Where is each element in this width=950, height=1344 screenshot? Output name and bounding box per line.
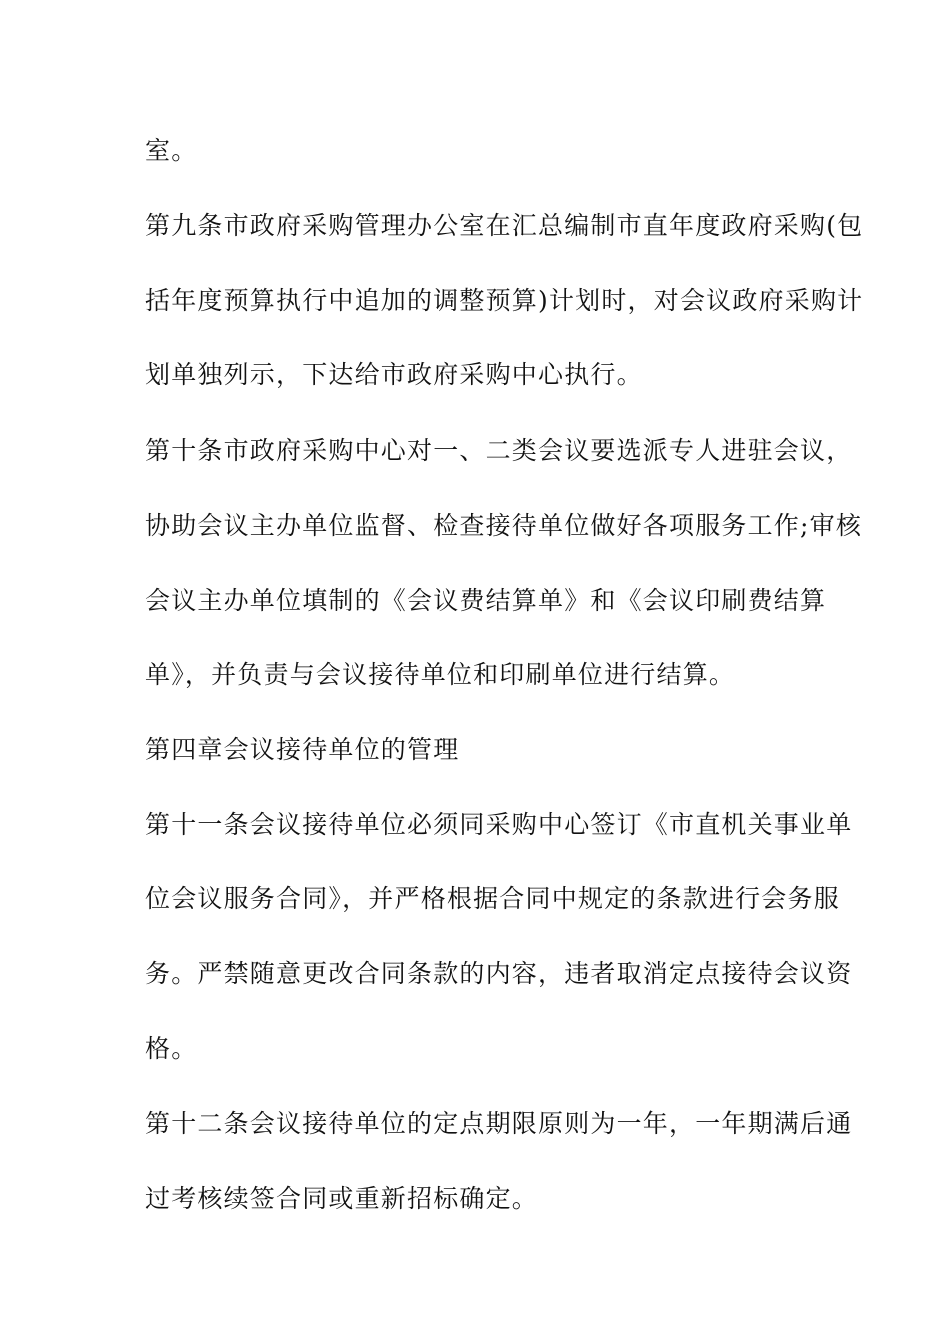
- text-line-15: 过考核续签合同或重新招标确定。: [145, 1184, 539, 1213]
- text-line-8: 单》，并负责与会议接待单位和印刷单位进行结算。: [145, 660, 736, 689]
- text-line-3: 括年度预算执行中追加的调整预算)计划时，对会议政府采购计: [145, 286, 864, 315]
- text-line-4: 划单独列示，下达给市政府采购中心执行。: [145, 360, 643, 389]
- text-line-7: 会议主办单位填制的《会议费结算单》和《会议印刷费结算: [145, 586, 827, 615]
- text-line-11: 位会议服务合同》，并严格根据合同中规定的条款进行会务服: [145, 884, 840, 913]
- text-line-1: 室。: [145, 136, 198, 165]
- chapter-heading: 第四章会议接待单位的管理: [145, 735, 460, 764]
- text-line-14: 第十二条会议接待单位的定点期限原则为一年，一年期满后通: [145, 1109, 853, 1138]
- text-line-2: 第九条市政府采购管理办公室在汇总编制市直年度政府采购(包: [145, 211, 864, 240]
- text-line-10: 第十一条会议接待单位必须同采购中心签订《市直机关事业单: [145, 810, 853, 839]
- text-line-6: 协助会议主办单位监督、检查接待单位做好各项服务工作;审核: [145, 511, 863, 540]
- text-line-13: 格。: [145, 1034, 198, 1063]
- text-line-5: 第十条市政府采购中心对一、二类会议要选派专人进驻会议，: [145, 436, 853, 465]
- text-line-12: 务。严禁随意更改合同条款的内容，违者取消定点接待会议资: [145, 959, 853, 988]
